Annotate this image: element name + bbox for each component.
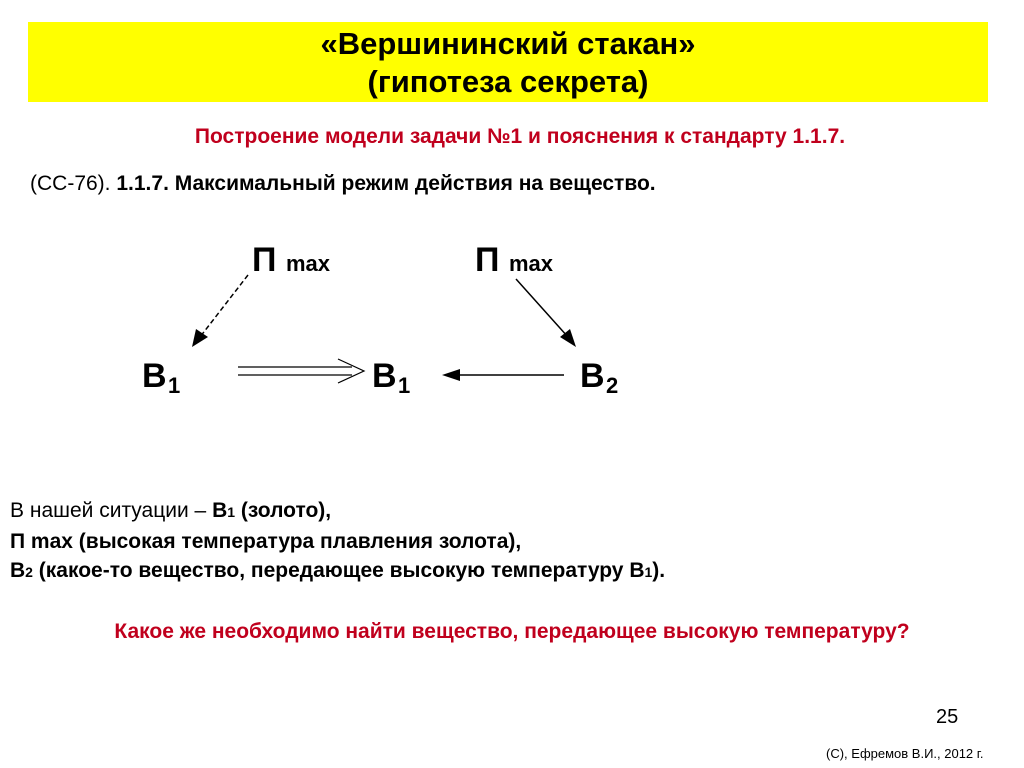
dashed-arrow-line xyxy=(200,275,248,337)
field-max-left: max xyxy=(286,251,331,276)
diagram-svg xyxy=(120,225,680,405)
copyright: (С), Ефремов В.И., 2012 г. xyxy=(826,746,984,761)
situation-b2-end: ). xyxy=(652,559,666,582)
dashed-arrow-head xyxy=(192,329,208,347)
situation-b2: В xyxy=(10,559,26,582)
situation-b2-sub: 2 xyxy=(25,564,33,580)
situation-b1: В xyxy=(212,499,228,522)
situation-line-2 xyxy=(10,527,665,556)
substance-b2-right-sub: 2 xyxy=(606,373,619,398)
field-max-right: max xyxy=(509,251,554,276)
standard-ref: (СС-76). xyxy=(30,172,111,195)
situation-b1-sub-2: 1 xyxy=(644,564,653,580)
situation-line-3 xyxy=(10,556,665,587)
page-number: 25 xyxy=(936,706,959,728)
situation-line-1 xyxy=(10,496,665,527)
situation-b1-sub: 1 xyxy=(227,504,236,520)
situation-text xyxy=(10,496,665,587)
double-arrow-head xyxy=(338,359,364,383)
field-arrow-head xyxy=(442,369,460,381)
title-band xyxy=(28,22,988,102)
substance-b2-right: B xyxy=(580,357,605,395)
slide-title: «Вершининский стакан» xyxy=(320,26,696,61)
substance-b1-center: B xyxy=(372,357,397,395)
question-text: Какое же необходимо найти вещество, передающее высокую температуру? xyxy=(114,620,910,643)
substance-b1-left: B xyxy=(142,357,167,395)
standard-text: 1.1.7. Максимальный режим действия на вещество. xyxy=(116,172,656,195)
slide-subtitle: Построение модели задачи №1 и пояснения к стандарту 1.1.7. xyxy=(194,125,846,148)
situation-pmax: П max (высокая температура плавления золота), xyxy=(10,530,522,553)
situation-b2-mid: (какое-то вещество, передающее высокую температуру В xyxy=(32,559,645,582)
solid-arrow-line xyxy=(516,279,568,337)
substance-b1-center-sub: 1 xyxy=(398,373,411,398)
field-p-left: П xyxy=(252,241,277,279)
slide-title-subtitle: (гипотеза секрета) xyxy=(367,64,649,99)
standard-line xyxy=(30,172,656,196)
situation-b1-rest: (золото), xyxy=(235,499,332,522)
situation-prefix: В нашей ситуации – xyxy=(10,499,213,522)
field-p-right: П xyxy=(475,241,500,279)
su-field-diagram xyxy=(120,225,680,405)
substance-b1-left-sub: 1 xyxy=(168,373,181,398)
